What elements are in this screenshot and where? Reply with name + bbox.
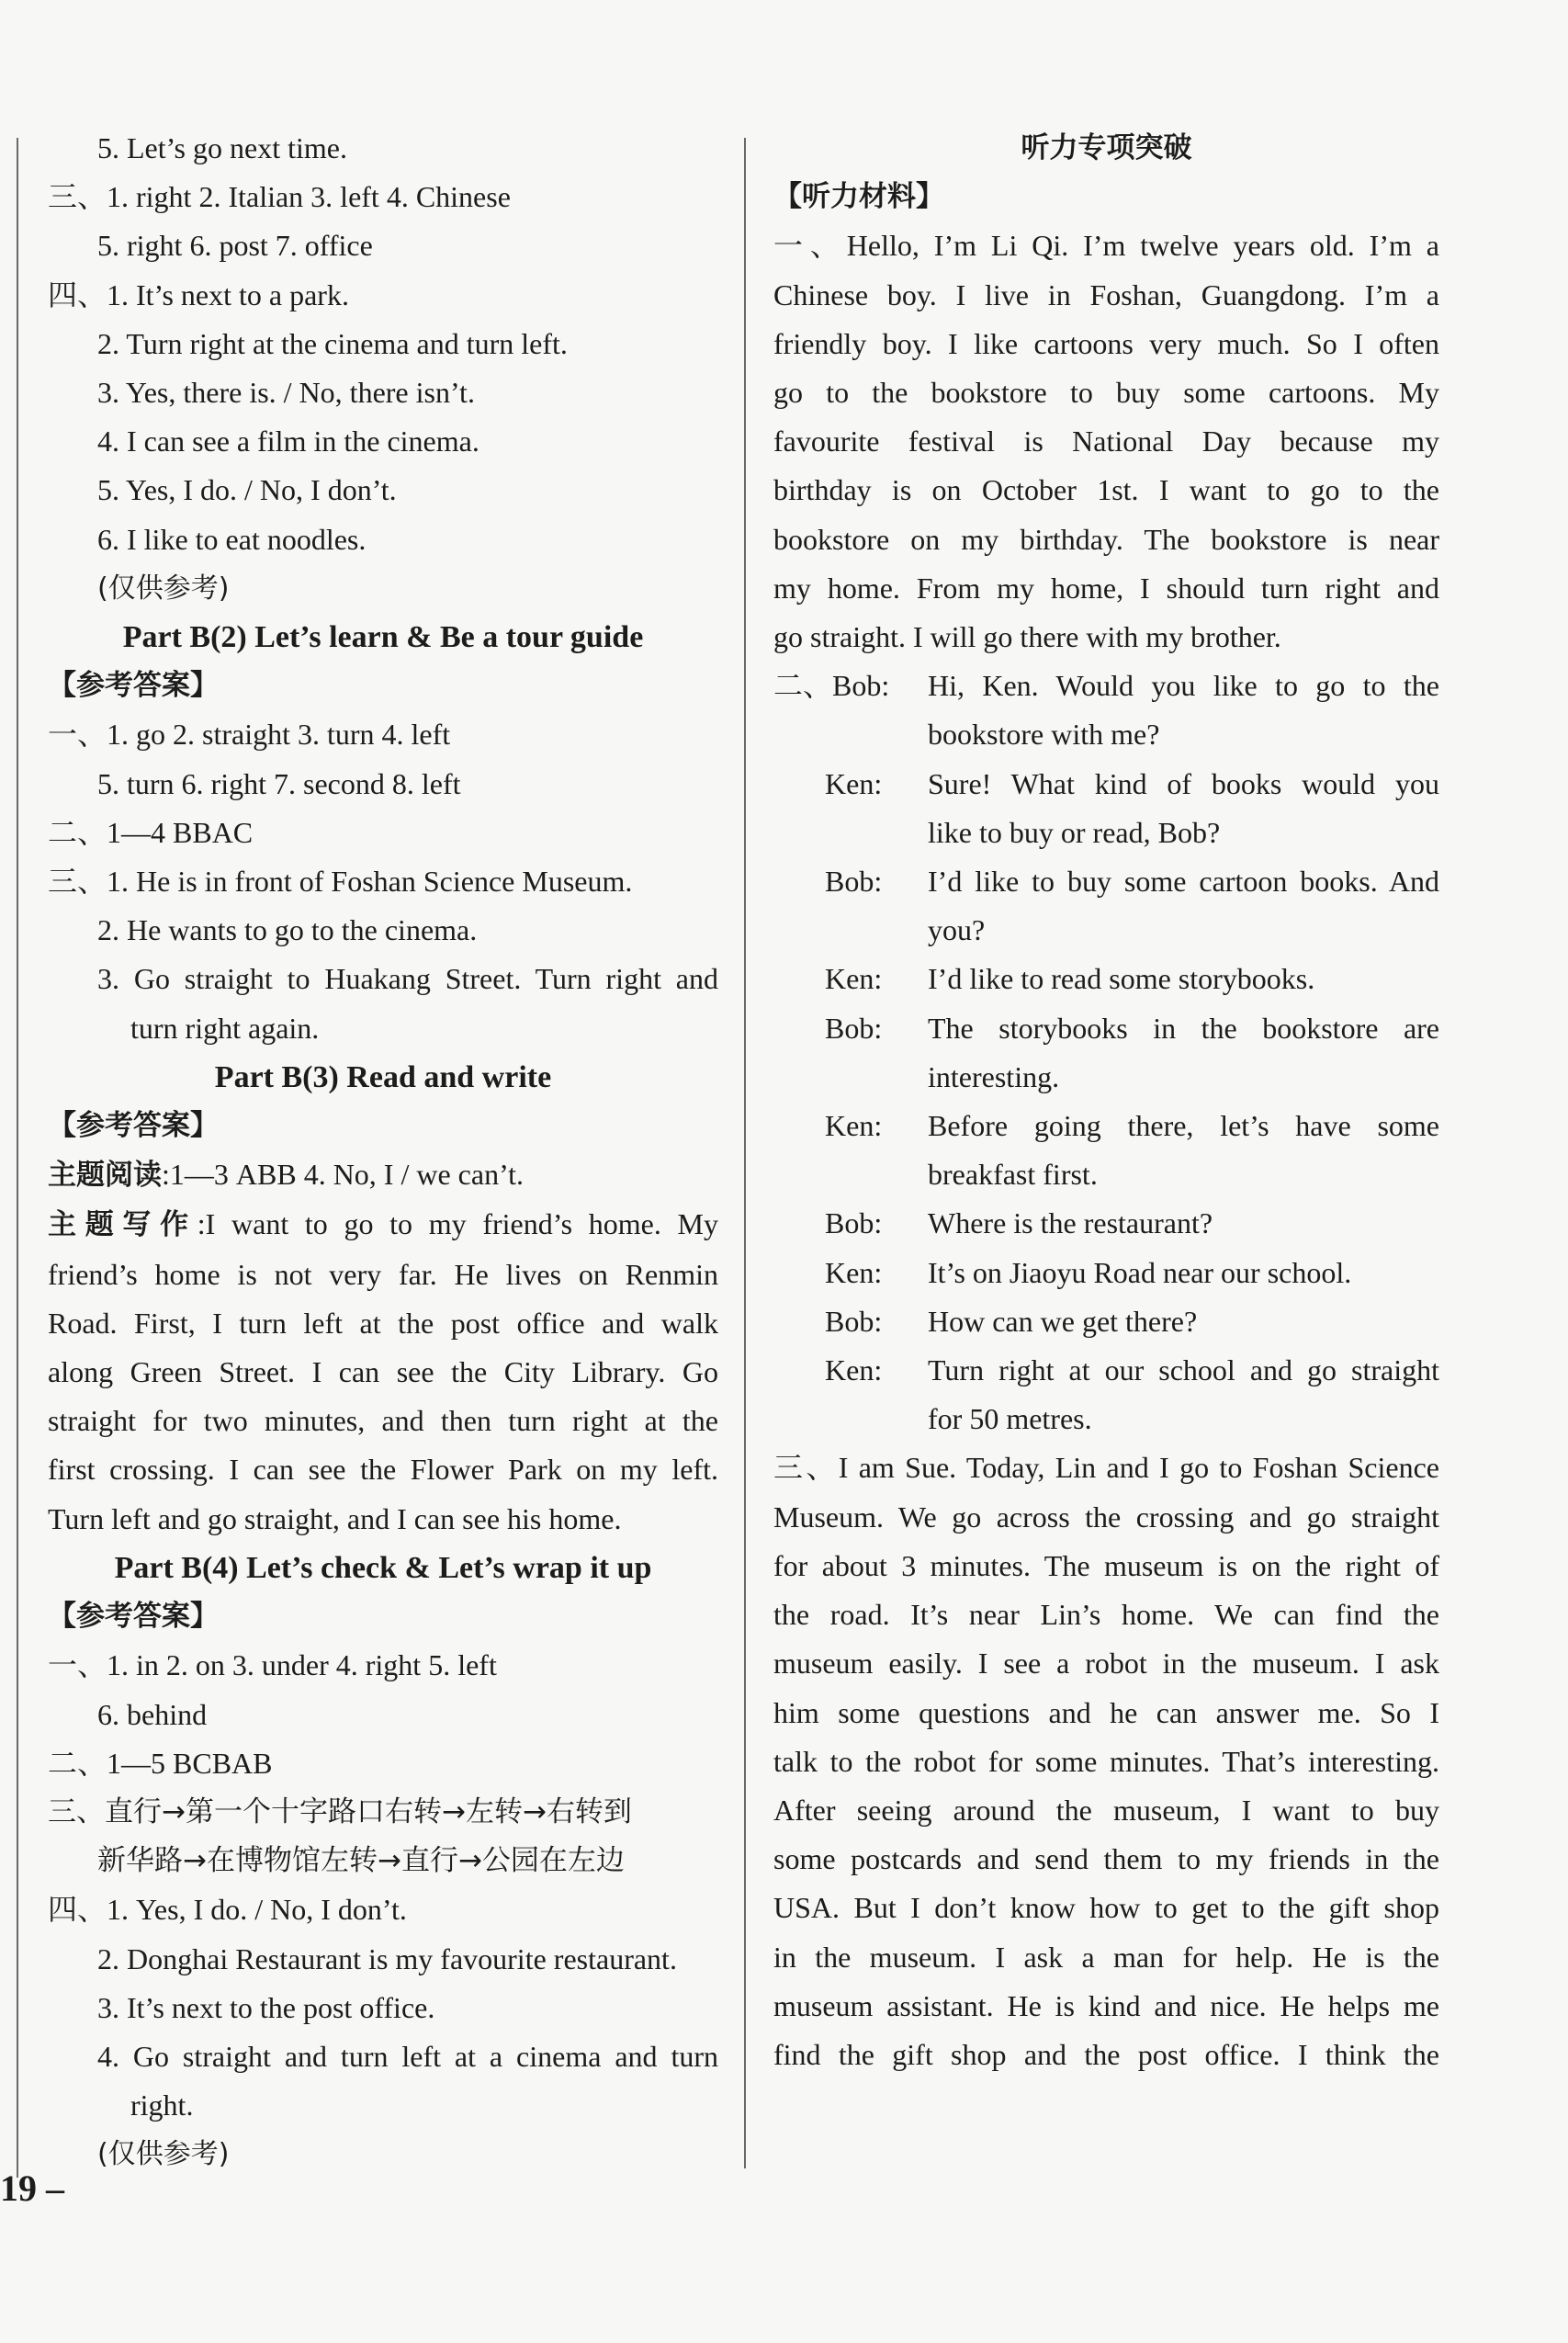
speaker-label: Ken: <box>825 1255 883 1289</box>
speaker-label: Bob: <box>825 865 883 899</box>
writing-line: straight for two minutes, and then turn right at the <box>48 1404 718 1438</box>
answer-line: 二、1—5 BCBAB <box>48 1746 273 1780</box>
answer-line: 四、1. It’s next to a park. <box>48 277 349 311</box>
writing-line: first crossing. I can see the Flower Park on my left. <box>48 1453 718 1487</box>
utterance-line: you? <box>928 913 986 947</box>
passage-line: favourite festival is National Day because my <box>773 424 1439 458</box>
utterance-line: interesting. <box>928 1059 1060 1093</box>
passage-line: museum assistant. He is kind and nice. He helps me <box>773 1988 1439 2022</box>
answer-line <box>48 1150 718 1200</box>
speaker-label: Ken: <box>825 766 883 800</box>
answer-line: 2. He wants to go to the cinema. <box>97 913 478 947</box>
dialogue-turn <box>773 1004 1439 1102</box>
passage-line: birthday is on October 1st. I want to go to the <box>773 473 1439 507</box>
utterance-line: I’d like to read some storybooks. <box>928 962 1315 996</box>
passage-line: him some questions and he can answer me. So I <box>773 1695 1439 1729</box>
listening-passage-1 <box>773 221 1439 662</box>
passage-line: 三、I am Sue. Today, Lin and I go to Foshan Science <box>773 1451 1439 1485</box>
passage-line: my home. From my home, I should turn right and <box>773 571 1439 605</box>
utterance-line: for 50 metres. <box>928 1402 1092 1436</box>
speaker-label: Bob: <box>825 1206 883 1240</box>
speaker-label: Ken: <box>825 1353 883 1387</box>
dialogue-turn <box>773 1199 1439 1248</box>
utterance-line: How can we get there? <box>928 1304 1198 1338</box>
utterance-line: bookstore with me? <box>928 718 1160 752</box>
answer-line: 新华路→在博物馆左转→直行→公园在左边 <box>97 1844 625 1878</box>
writing-line: Road. First, I turn left at the post office and walk <box>48 1306 718 1340</box>
passage-line: go straight. I will go there with my brother. <box>773 620 1281 654</box>
answer-line: 5. turn 6. right 7. second 8. left <box>97 766 461 800</box>
right-column <box>773 124 1439 2079</box>
answer-line: 3. Yes, there is. / No, there isn’t. <box>97 376 475 410</box>
answer-line: 5. Yes, I do. / No, I don’t. <box>97 473 397 507</box>
passage-line: the road. It’s near Lin’s home. We can find the <box>773 1598 1439 1632</box>
dialogue-turn <box>773 857 1439 955</box>
answer-line: 3. It’s next to the post office. <box>97 1990 435 2024</box>
listening-section-title: 听力专项突破 <box>1021 131 1192 164</box>
left-column <box>48 124 718 2179</box>
passage-line: in the museum. I ask a man for help. He is the <box>773 1940 1439 1974</box>
section-heading-part-b2: Part B(2) Let’s learn & Be a tour guide <box>122 620 644 655</box>
utterance-line: Sure! What kind of books would you <box>928 766 1439 800</box>
utterance-line: like to buy or read, Bob? <box>928 815 1221 849</box>
section-heading-part-b4: Part B(4) Let’s check & Let’s wrap it up <box>114 1550 652 1585</box>
answer-line: 2. Turn right at the cinema and turn left. <box>97 326 568 360</box>
passage-line: 一、Hello, I’m Li Qi. I’m twelve years old. I’m a <box>773 229 1439 263</box>
column-divider <box>744 138 746 2168</box>
speaker-label: Bob: <box>825 1011 883 1045</box>
answer-line: 5. Let’s go next time. <box>97 131 347 164</box>
utterance-line: It’s on Jiaoyu Road near our school. <box>928 1255 1352 1289</box>
answer-line: 三、直行→第一个十字路口右转→左转→右转到 <box>48 1794 632 1828</box>
answer-key-label: 【参考答案】 <box>48 1600 219 1634</box>
passage-line: Museum. We go across the crossing and go straight <box>773 1500 1439 1534</box>
listening-material-label: 【听力材料】 <box>773 180 944 214</box>
answer-line: 2. Donghai Restaurant is my favourite restaurant. <box>97 1941 677 1975</box>
answer-line: 二、1—4 BBAC <box>48 815 254 849</box>
answer-line: 三、1. right 2. Italian 3. left 4. Chinese <box>48 180 511 214</box>
passage-line: friendly boy. I like cartoons very much. So I often <box>773 326 1439 360</box>
topic-writing-label: 主题写作 <box>48 1208 197 1242</box>
writing-line: friend’s home is not very far. He lives on Renmin <box>48 1257 718 1291</box>
speaker-label: 二、Bob: <box>773 669 890 703</box>
dialogue-turn <box>773 760 1439 857</box>
passage-line: some postcards and send them to my friends in the <box>773 1842 1439 1876</box>
writing-line: Turn left and go straight, and I can see his home. <box>48 1501 622 1535</box>
utterance-line: breakfast first. <box>928 1158 1098 1192</box>
answer-line: 4. I can see a film in the cinema. <box>97 424 479 458</box>
answer-line: 4. Go straight and turn left at a cinema and turn <box>97 2039 718 2073</box>
answer-key-label: 【参考答案】 <box>48 669 219 703</box>
utterance-line: Where is the restaurant? <box>928 1206 1213 1240</box>
page-number: 19 – <box>0 2168 64 2209</box>
answer-line: 3. Go straight to Huakang Street. Turn right and <box>97 962 718 996</box>
answer-line: turn right again. <box>130 1011 320 1045</box>
passage-line: talk to the robot for some minutes. That’s interesting. <box>773 1744 1439 1778</box>
answer-line: 一、1. in 2. on 3. under 4. right 5. left <box>48 1648 497 1682</box>
reference-note: (仅供参考) <box>97 572 230 605</box>
speaker-label: Ken: <box>825 1109 883 1143</box>
listening-dialogue <box>773 662 1439 1443</box>
utterance-line: The storybooks in the bookstore are <box>928 1011 1439 1045</box>
answer-line: 6. I like to eat noodles. <box>97 522 367 556</box>
passage-line: After seeing around the museum, I want to buy <box>773 1793 1439 1827</box>
passage-line: museum easily. I see a robot in the museum. I ask <box>773 1647 1439 1681</box>
left-margin-rule <box>17 138 18 2178</box>
passage-line: find the gift shop and the post office. I think the <box>773 2037 1439 2071</box>
dialogue-turn <box>773 1297 1439 1346</box>
answer-line: 6. behind <box>97 1697 208 1731</box>
dialogue-turn <box>773 1249 1439 1297</box>
dialogue-turn <box>773 955 1439 1003</box>
answer-line: 四、1. Yes, I do. / No, I don’t. <box>48 1893 407 1927</box>
answer-line: 5. right 6. post 7. office <box>97 229 373 263</box>
dialogue-turn <box>773 662 1439 759</box>
answer-key-label: 【参考答案】 <box>48 1109 219 1143</box>
passage-line: go to the bookstore to buy some cartoons. My <box>773 376 1439 410</box>
topic-reading-label: 主题阅读 <box>48 1159 162 1193</box>
utterance-line: I’d like to buy some cartoon books. And <box>928 865 1439 899</box>
speaker-label: Ken: <box>825 962 883 996</box>
passage-line: for about 3 minutes. The museum is on the right of <box>773 1548 1439 1582</box>
answer-line: 三、1. He is in front of Foshan Science Museum. <box>48 865 633 899</box>
topic-writing-text: :I want to go to my friend’s home. My <box>197 1207 719 1241</box>
topic-reading-answer: :1—3 ABB 4. No, I / we can’t. <box>162 1158 525 1192</box>
passage-line: Chinese boy. I live in Foshan, Guangdong. I’m a <box>773 277 1439 311</box>
passage-line: USA. But I don’t know how to get to the gift shop <box>773 1891 1439 1925</box>
reference-note: (仅供参考) <box>97 2138 230 2171</box>
listening-passage-3 <box>773 1443 1439 2079</box>
utterance-line: Turn right at our school and go straight <box>928 1353 1439 1387</box>
answer-line <box>48 1200 718 1250</box>
speaker-label: Bob: <box>825 1304 883 1338</box>
passage-line: bookstore on my birthday. The bookstore is near <box>773 522 1439 556</box>
utterance-line: Before going there, let’s have some <box>928 1109 1439 1143</box>
dialogue-turn <box>773 1102 1439 1199</box>
dialogue-turn <box>773 1346 1439 1443</box>
section-heading-part-b3: Part B(3) Read and write <box>214 1059 552 1094</box>
answer-line: 一、1. go 2. straight 3. turn 4. left <box>48 718 451 752</box>
writing-line: along Green Street. I can see the City Library. Go <box>48 1355 718 1389</box>
utterance-line: Hi, Ken. Would you like to go to the <box>928 669 1439 703</box>
answer-line: right. <box>130 2088 194 2122</box>
